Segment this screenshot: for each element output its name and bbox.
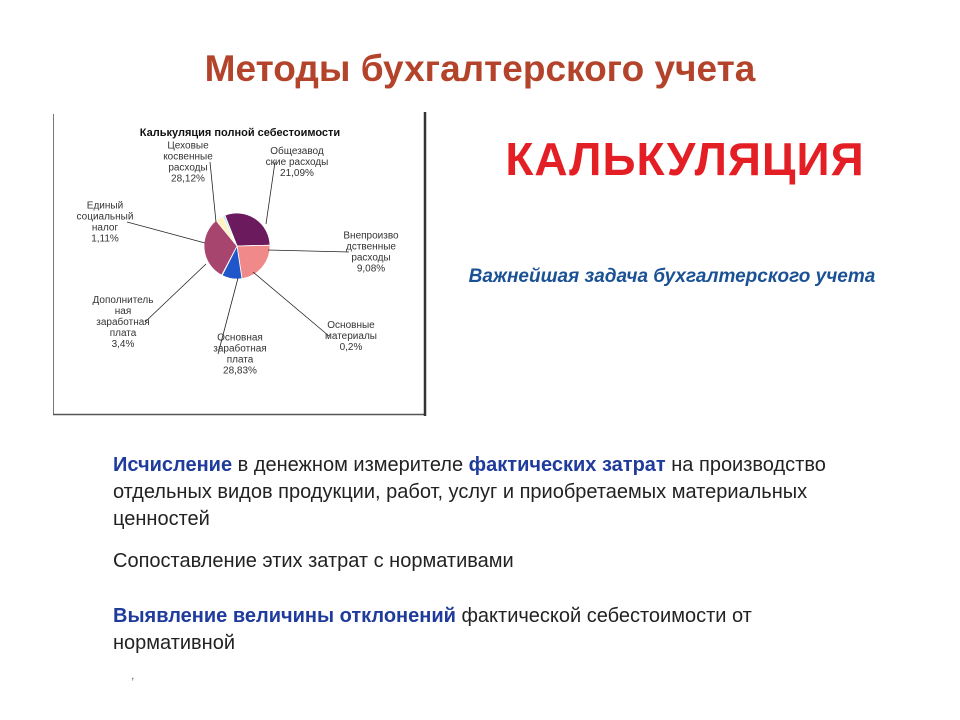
keyword-deviations: Выявление величины отклонений [113,605,456,627]
pie-slice-label: Основная заработная плата 28,83% [213,332,267,377]
section-heading: КАЛЬКУЛЯЦИЯ [505,133,865,185]
pie-slice-label: Общезавод ские расходы 21,09% [265,146,329,179]
keyword-calculation: Исчисление [113,454,233,476]
paragraph-calculation [113,452,833,533]
pie-slice-label: Цеховые косвенные расходы 28,12% [163,140,213,185]
pie-slice-label: Внепроизво дственные расходы 9,08% [343,230,399,275]
page-title: Методы бухгалтерского учета [204,48,756,89]
paragraph-text: фактической себестоимости от нормативной [113,605,752,654]
pie-leader-line [268,250,349,252]
pie-leader-line [145,264,206,322]
chart-title: Калькуляция полной себестоимости [139,127,341,139]
paragraph-text: в денежном измерителе [232,454,469,476]
pie-slice [237,245,270,278]
pie-leader-line [127,222,205,243]
pie-slice-label: Дополнитель ная заработная плата 3,4% [92,295,154,350]
pie-slice-label: Единый социальный налог 1,11% [76,200,134,245]
pie-leader-line [210,162,216,222]
pie-leader-line [253,272,329,336]
pie-slices [204,213,270,279]
pie-chart [53,112,427,416]
pie-slice-label: Основные материалы 0,2% [325,320,377,353]
stray-mark: , [131,668,135,682]
pie-leader-line [266,162,275,224]
subtitle: Важнейшая задача бухгалтерского учета [468,266,876,287]
paragraph-deviations [113,603,833,657]
paragraph-text: на производство отдельных видов продукции, работ, услуг и приобретаемых материальных ценностей [113,454,826,530]
pie-chart-svg [53,112,427,416]
paragraph-comparison: Сопоставление этих затрат с нормативами [113,550,514,572]
keyword-actual-costs: фактических затрат [468,454,666,476]
